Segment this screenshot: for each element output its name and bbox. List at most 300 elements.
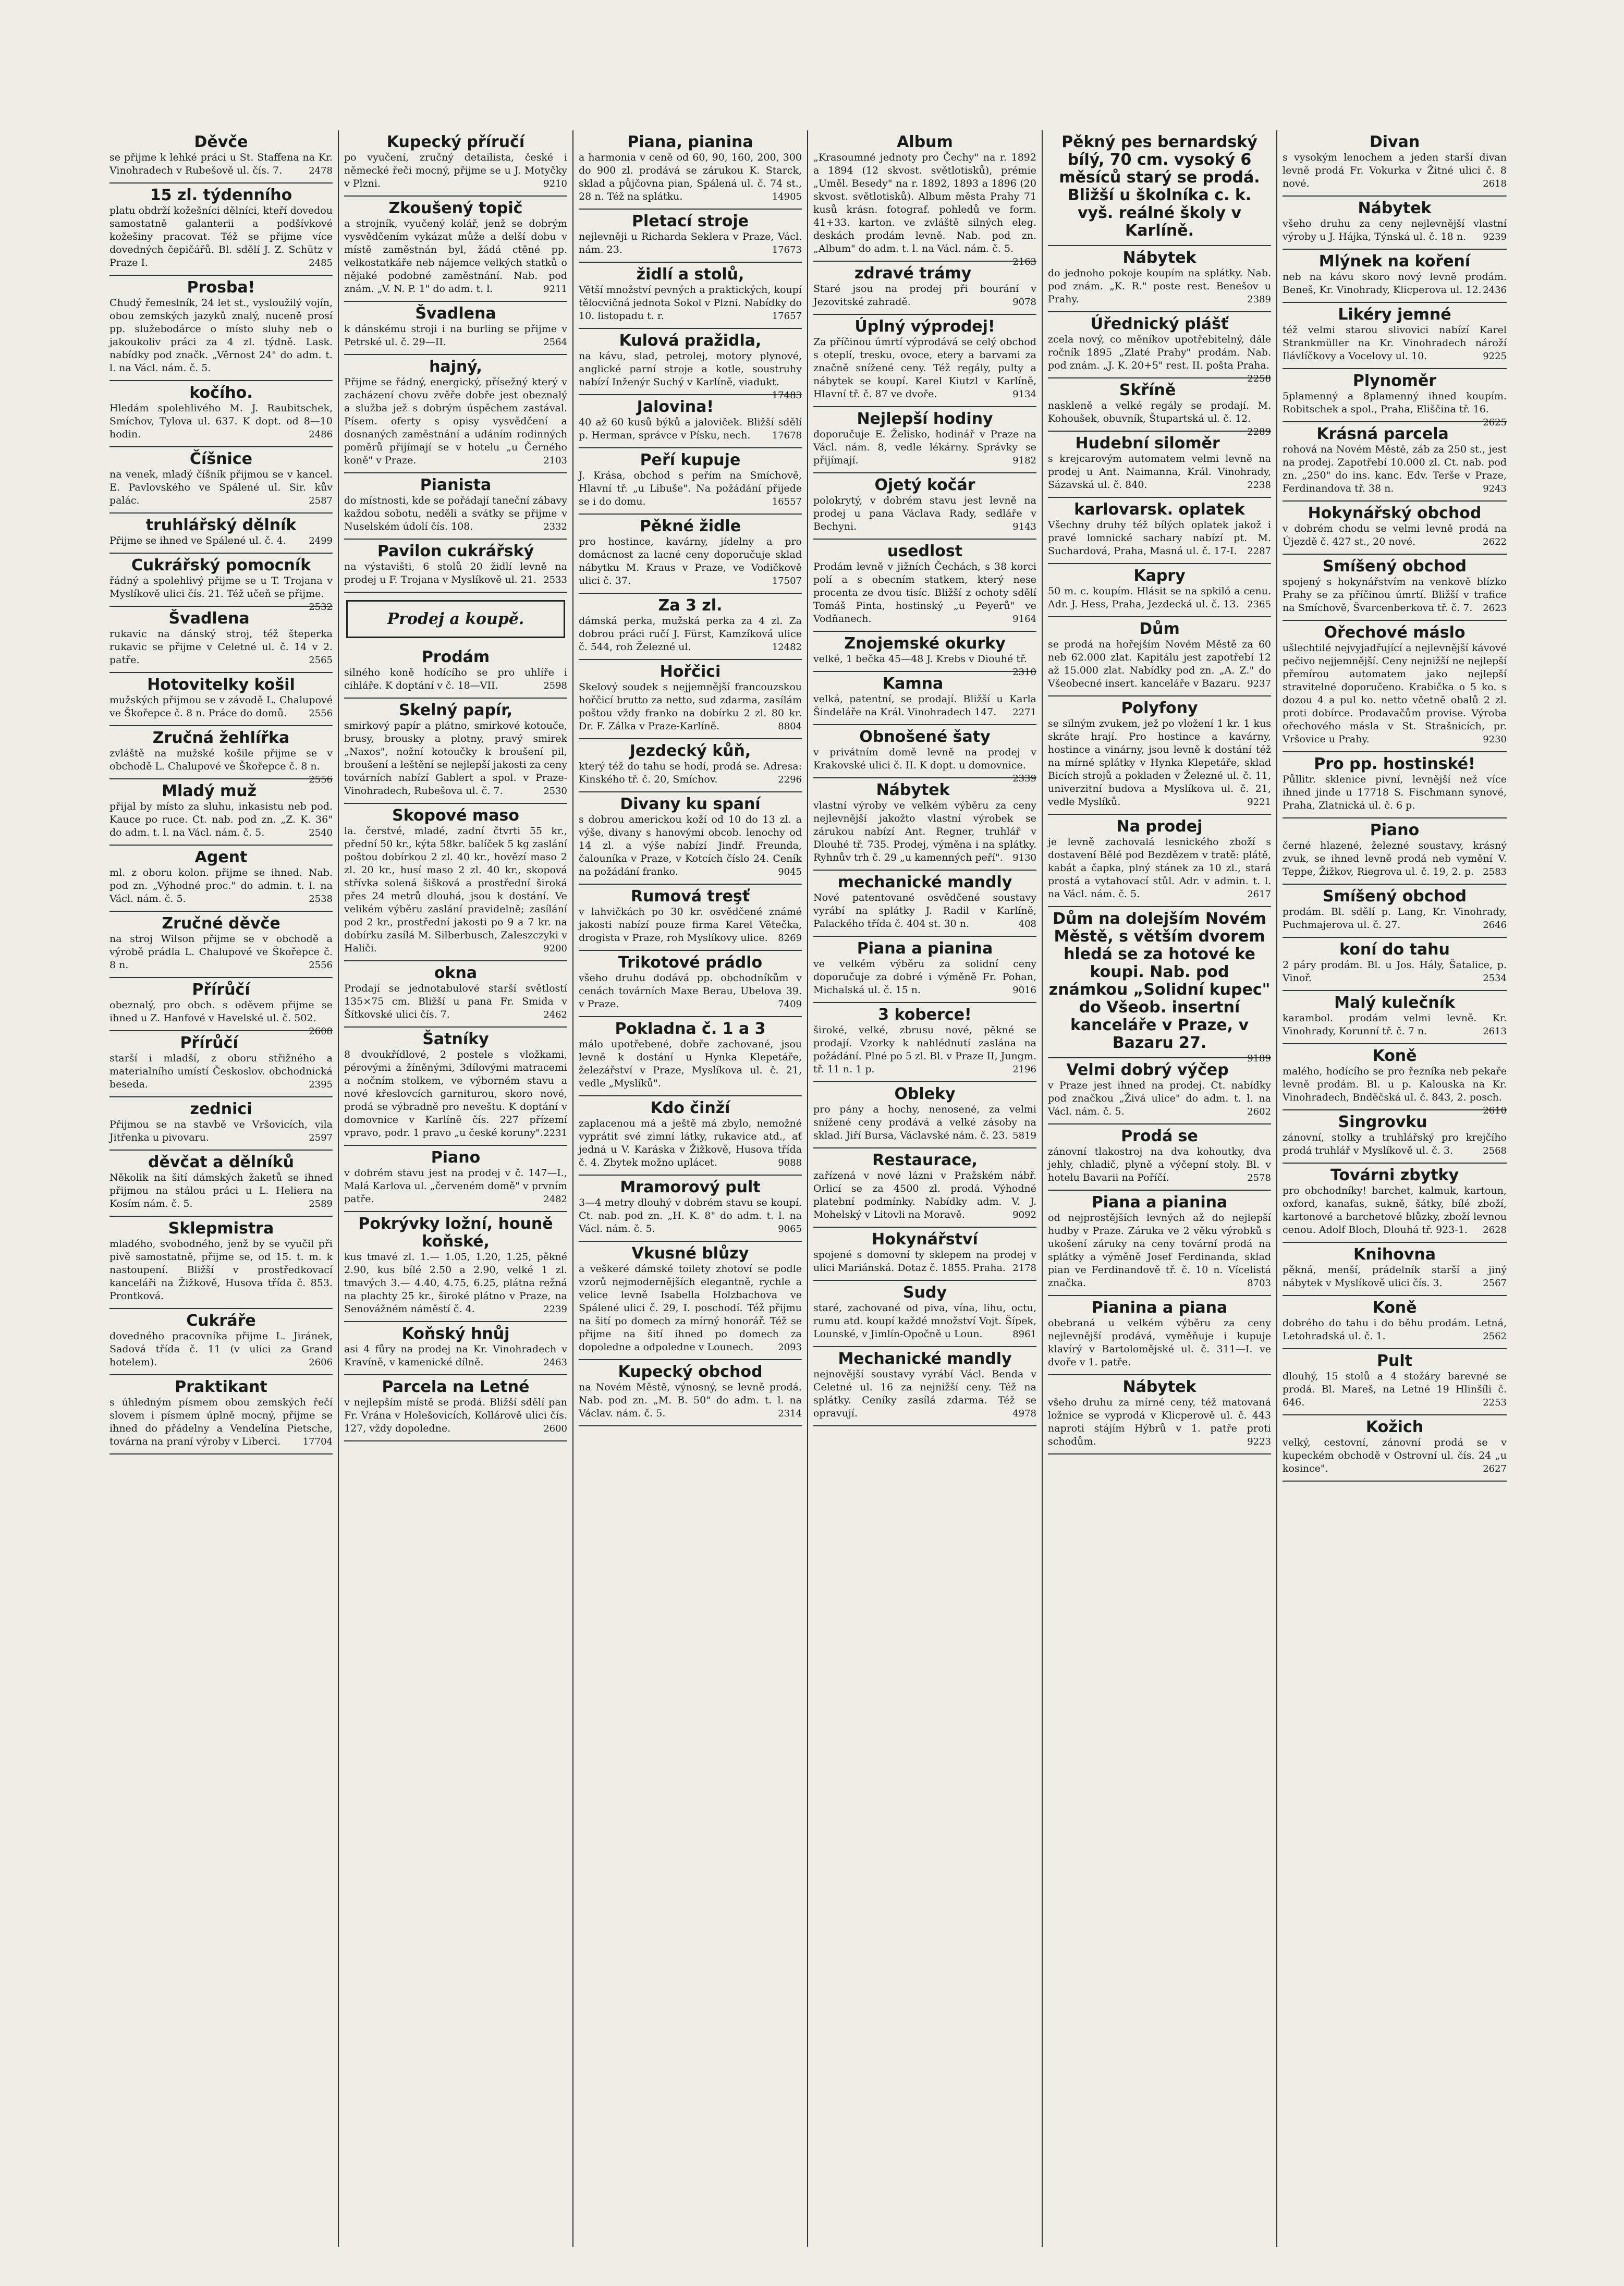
classified-ad <box>1048 907 1271 1064</box>
column-6 <box>1277 130 1512 2247</box>
ad-title: karlovarsk. oplatek <box>1074 500 1245 519</box>
ad-text <box>579 1263 802 1354</box>
classified-ad <box>1283 752 1507 818</box>
ad-title: Ojetý kočár <box>874 476 975 494</box>
ad-title: Jalovina! <box>637 398 714 416</box>
ad-text <box>579 535 802 588</box>
ad-title: Cukrářský pomocník <box>131 556 311 574</box>
ad-text <box>109 1052 333 1091</box>
ad-number: 2478 <box>309 165 333 176</box>
ad-text <box>1283 151 1507 190</box>
ad-text <box>579 615 802 654</box>
classified-ad <box>1048 378 1271 437</box>
ad-number: 9092 <box>1012 1209 1036 1220</box>
ad-body: pěkná, menší, prádelník starší a jiný nábytek v Myslíkově ulici čís. 3. <box>1283 1264 1507 1289</box>
ad-text <box>344 1396 567 1435</box>
ad-number: 2556 <box>309 708 333 719</box>
ad-text <box>1283 522 1507 548</box>
ad-title: Pro pp. hostinské! <box>1314 755 1475 773</box>
ad-title: Švadlena <box>168 609 250 628</box>
ad-text <box>813 693 1036 719</box>
ad-body: 3—4 metry dlouhý v dobrém stavu se koupí. Ct. nab. pod zn. „H. K. 8" do adm. t. l. na Václ. nám. č. 5. <box>579 1197 802 1234</box>
classified-ad <box>109 1097 333 1151</box>
ad-body: zcela nový, co měníkov upotřebitelný, dále ročník 1895 „Zlaté Prahy" prodám. Nab. pod znám. „J. K. 20+5" rest. II. pošta Praha. <box>1048 334 1271 371</box>
classified-ad <box>109 1309 333 1375</box>
ad-body: všeho druhu dodává pp. obchodníkům v cenách továrních Maxe Berau, Ubelova 39. v Praze. <box>579 972 802 1010</box>
ad-title: Likéry jemné <box>1338 305 1451 324</box>
ad-title: Pletací stroje <box>632 212 749 230</box>
ad-title: Piana, pianina <box>627 133 753 151</box>
ad-body: v Praze jest ihned na prodej. Ct. nabídky pod značkou „Živá ulice" do adm. t. l. na Václ. nám. č. 5. <box>1048 1080 1271 1117</box>
ad-text <box>579 230 802 256</box>
ad-title: Prodám <box>421 648 490 666</box>
ad-number: 2589 <box>309 1199 333 1209</box>
ad-body: Prodají se jednotabulové starší světlostí 135×75 cm. Bližší u pana Fr. Smida v Šítkovské ulici čís. 7. <box>344 983 567 1020</box>
ad-text <box>813 1368 1036 1420</box>
classified-ad <box>109 276 333 381</box>
ad-body: starší i mladší, z oboru střižného a materialního umístí Českoslov. obchodnická beseda. <box>109 1053 333 1090</box>
ad-title: Singrovku <box>1338 1113 1427 1131</box>
ad-number: 2618 <box>1483 178 1507 189</box>
ad-text <box>1283 390 1507 428</box>
ad-body: zaplacenou má a ještě má zbylo, nemožné vyprátit své zimní látky, rukavice atd., ať jedná u V. Karáska v Žižkově, Husova třída č. 4. Zbytek možno uplácet. <box>579 1118 802 1168</box>
ad-text <box>579 350 802 401</box>
ad-body: na venek, mladý číšník přijmou se v kancel. E. Pavlovského ve Spálené ul. Sir. kův palác. <box>109 469 333 506</box>
ad-text <box>344 217 567 296</box>
ad-text <box>813 283 1036 309</box>
ad-text <box>813 1103 1036 1142</box>
ad-title: Znojemské okurky <box>844 634 1006 653</box>
ad-number: 2568 <box>1483 1145 1507 1156</box>
classified-ad <box>344 1146 567 1212</box>
classified-ad <box>344 302 567 355</box>
ad-text <box>1048 1317 1271 1369</box>
ad-body: smirkový papír a plátno, smirkové kotouče, brusy, brousky a plotny, pravý smirek „Naxos", nožní kotoučky k broušení pil, broušení a leštění se nejlepší jakosti za ceny továrních nabízí Gablert a spol. v Praze-Vinohradech, Rubešova ul. č. 7. <box>344 720 567 797</box>
ad-body: v dobrém stavu jest na prodej v č. 147—I., Malá Karlova ul. „červeném domě" v prvním patře. <box>344 1167 567 1205</box>
classified-ad <box>813 1228 1036 1281</box>
classified-ad <box>1048 498 1271 564</box>
ad-body: Přijmou se na stavbě ve Vršovicích, vila Jitřenka u pivovaru. <box>109 1119 333 1143</box>
ad-number: 9065 <box>778 1224 802 1234</box>
ad-text <box>813 891 1036 931</box>
ad-body: Všechny druhy též bílých oplatek jakož i pravé lomnické sachary nabízí pt. M. Suchardová, Praha, Masná ul. č. 17-I. <box>1048 519 1271 557</box>
ad-number: 2606 <box>309 1357 333 1368</box>
ad-body: ml. z oboru kolon. přijme se ihned. Nab. pod zn. „Výhodné proc." do admin. t. l. na Václ. nám. č. 5. <box>109 867 333 904</box>
ad-text <box>109 468 333 507</box>
classified-ad <box>344 804 567 961</box>
ad-body: J. Krása, obchod s peřím na Smíchově, Hlavní tř. „u Libuše". Na požádání přijede se i do domu. <box>579 470 802 507</box>
ad-title: Na prodej <box>1116 817 1203 836</box>
ad-text <box>109 1238 333 1303</box>
ad-text <box>813 1024 1036 1076</box>
ad-body: a strojník, vyučený kolář, jenž se dobrým vysvědčením vykázat může a delší dobu v místě zaměstnán byl, žádá ctěné pp. velkostatkáře neb nájemce velkých statků o nějaké podobné zaměstnání. Nab. pod znám. „V. N. P. 1" do adm. t. l. <box>344 218 567 295</box>
ad-text <box>344 982 567 1021</box>
ad-body: dobrého do tahu i do běhu prodám. Letná, Letohradská ul. č. 1. <box>1283 1317 1507 1342</box>
ad-body: v lahvičkách po 30 kr. osvědčené známé jakosti nabízí pouze firma Karel Větečka, drogista v Praze, roh Myslíkovy ulice. <box>579 906 802 944</box>
ad-number: 2538 <box>309 894 333 904</box>
ad-body: obeznalý, pro obch. s oděvem přijme se ihned u Z. Hanfové v Havelské ul. č. 502. <box>109 999 333 1024</box>
ad-title: Parcela na Letné <box>382 1378 530 1396</box>
ad-number: 2395 <box>309 1079 333 1090</box>
ad-text <box>109 747 333 785</box>
ad-title: Kožich <box>1365 1418 1424 1436</box>
ad-text <box>1283 773 1507 812</box>
ad-body: velká, patentní, se prodají. Bližší u Karla Šindeláře na Král. Vinohradech 147. <box>813 693 1036 718</box>
classified-ad <box>1048 815 1271 907</box>
ad-title: Agent <box>194 848 248 866</box>
ad-number: 2178 <box>1012 1263 1036 1274</box>
classified-ad <box>813 1003 1036 1082</box>
ad-number: 14905 <box>772 191 802 202</box>
ad-number: 8703 <box>1247 1278 1271 1289</box>
ad-number: 9164 <box>1012 614 1036 625</box>
classified-ad <box>344 699 567 804</box>
ad-number: 9243 <box>1483 483 1507 494</box>
ad-title: hajný, <box>429 358 482 376</box>
ad-title: Dům na dolejším Novém Městě, s větším dvorem hledá se za hotové ke koupi. Nab. pod známkou „Solidní kupec" do Všeob. insertní kanceláře v Praze, v Bazaru 27. <box>1048 910 1271 1052</box>
ad-title: Prosba! <box>187 278 255 297</box>
ad-number: 9230 <box>1483 734 1507 745</box>
ad-text <box>344 666 567 692</box>
ad-title: Koně <box>1372 1047 1417 1065</box>
ad-text <box>109 999 333 1037</box>
ad-title: usedlost <box>887 542 963 560</box>
classified-ad <box>1048 696 1271 815</box>
ad-text <box>1283 443 1507 495</box>
ad-text <box>344 1167 567 1206</box>
ad-text <box>109 402 333 441</box>
ad-body: též velmi starou slivovici nabízí Karel Strankmüller na Kr. Vinohradech nároží Ilávlíčkovy a Vocelovy ul. 10. <box>1283 324 1507 362</box>
ad-number: 2556 <box>309 960 333 971</box>
classified-ad <box>1048 130 1271 246</box>
ad-text <box>813 494 1036 533</box>
classified-ad <box>1283 369 1507 428</box>
classified-ad <box>1283 818 1507 885</box>
ad-text <box>1283 1370 1507 1409</box>
ad-body: velké, 1 bečka 45—48 J. Krebs v Diouhé tř. <box>813 653 1027 665</box>
newspaper-page <box>104 130 1512 2247</box>
ad-body: černé hlazené, železné soustavy, krásný zvuk, se ihned levně prodá neb vymění V. Teppe, Žižkov, Riegrova ul. č. 19, 2. p. <box>1283 840 1507 877</box>
ad-title: Trikotové prádlo <box>618 953 763 972</box>
ad-number: 2556 <box>309 774 333 785</box>
ad-body: všeho druhu za ceny nejlevnější vlastní výroby u J. Hájka, Týnská ul. č. 18 n. <box>1283 218 1507 242</box>
ad-text <box>1283 324 1507 363</box>
classified-ad <box>1283 1110 1507 1164</box>
ad-number: 9223 <box>1247 1436 1271 1447</box>
classified-ad <box>813 778 1036 871</box>
classified-ad <box>813 130 1036 267</box>
classified-ad <box>579 329 802 401</box>
ad-title: Nábytek <box>1358 199 1432 217</box>
classified-ad <box>1283 555 1507 621</box>
classified-ad <box>579 130 802 210</box>
ad-text <box>1283 1065 1507 1116</box>
ad-title: Pokladna č. 1 a 3 <box>615 1020 766 1038</box>
ad-title: Praktikant <box>175 1378 267 1396</box>
ad-text <box>344 323 567 349</box>
classified-ad <box>1048 1191 1271 1296</box>
classified-ad <box>1048 617 1271 696</box>
ad-body: rohová na Novém Městě, záb za 250 st., jest na prodej. Zapotřebí 10.000 zl. Ct. nab. pod zn. „250" do ins. kanc. Edv. Terše v Praze, Ferdinandova tř. 38 n. <box>1283 444 1507 494</box>
ad-text <box>1283 1184 1507 1237</box>
classified-ad <box>109 912 333 978</box>
classified-ad <box>109 184 333 276</box>
ad-number: 2587 <box>309 495 333 506</box>
ad-number: 2623 <box>1483 603 1507 614</box>
ad-body: v dobrém chodu se velmi levně prodá na Újezdě č. 427 st., 20 nové. <box>1283 523 1507 547</box>
ad-number: 2608 <box>309 1026 333 1037</box>
classified-ad <box>109 607 333 673</box>
ad-text <box>109 866 333 906</box>
ad-body: kus tmavé zl. 1.— 1.05, 1.20, 1.25, pěkné 2.90, kus bílé 2.50 a 2.90, velké 1 zl. tmavých 3.— 4.40, 4.75, 6.25, plátna režná na plachty 25 kr., široké plátno v Praze, na Senovážném náměstí č. 4. <box>344 1251 567 1315</box>
classified-ad <box>813 1082 1036 1148</box>
ad-title: Cukráře <box>186 1312 256 1330</box>
ad-number: 17678 <box>772 430 802 441</box>
ad-number: 9210 <box>543 178 567 189</box>
ad-title: Pavilon cukrářský <box>377 542 534 560</box>
classified-ad <box>579 1096 802 1176</box>
ad-text <box>109 297 333 375</box>
ad-body: se silným zvukem, jež po vložení 1 kr. 1 kus skráte hrají. Pro hostince a kavárny, hostince a vinárny, jsou levně k dostání též na mírné splátky v Hynka Klepetáře, sklad Bicích strojů a pokladen v Železné ul. č. 11, univerzitní budova a Myslíkova ul. č. 21, vedle Myslíků. <box>1048 718 1271 808</box>
classified-ad <box>109 447 333 514</box>
classified-ad <box>109 514 333 554</box>
ad-text <box>813 653 1036 678</box>
ad-title: Plynoměr <box>1352 372 1437 390</box>
classified-ad <box>1283 197 1507 250</box>
column-4 <box>808 130 1043 2247</box>
ad-body: mužských přijmou se v závodě L. Chalupové ve Škořepce č. 8 n. Práce do domů. <box>109 694 333 719</box>
classified-ad <box>344 961 567 1028</box>
ad-number: 4978 <box>1012 1408 1036 1419</box>
ad-body: zvláště na mužské košile přijme se v obchodě L. Chalupové ve Škořepce č. 8 n. <box>109 748 333 772</box>
ad-body: zánovní tlakostroj na dva kohoutky, dva jehly, chladič, plyně a výčepní stoly. Bl. v hotelu Bavarii na Poříčí. <box>1048 1146 1271 1183</box>
ad-number: 9239 <box>1483 231 1507 242</box>
classified-ad <box>1283 885 1507 938</box>
ad-title: Kulová pražidla, <box>619 332 762 350</box>
ad-text <box>109 204 333 270</box>
ad-text <box>579 1038 802 1090</box>
ad-title: 3 koberce! <box>878 1006 972 1024</box>
ad-text <box>579 1381 802 1420</box>
ad-number: 9189 <box>1247 1053 1271 1064</box>
classified-ad <box>1283 1164 1507 1243</box>
ad-body: polokrytý, v dobrém stavu jest levně na prodej u pana Václava Rady, sedláře v Bechyni. <box>813 495 1036 532</box>
classified-ad <box>109 846 333 912</box>
ad-number: 9134 <box>1012 389 1036 400</box>
ad-text <box>579 906 802 945</box>
ad-number: 17704 <box>302 1436 333 1447</box>
classified-ad <box>579 395 802 448</box>
ad-number: 2598 <box>543 680 567 691</box>
ad-title: Úřednický plášť <box>1090 315 1229 333</box>
ad-text <box>579 972 802 1011</box>
ad-number: 2646 <box>1483 920 1507 931</box>
ad-number: 2530 <box>543 786 567 797</box>
ad-body: pro hostince, kavárny, jídelny a pro domácnost za lacné ceny doporučuje sklad nábytku M. Kraus v Praze, ve Vodičkově ulici č. 37. <box>579 536 802 586</box>
ad-text <box>579 760 802 786</box>
ad-text <box>1283 1131 1507 1157</box>
classified-ad <box>1283 1349 1507 1415</box>
ad-text <box>344 1343 567 1369</box>
ad-title: Divan <box>1369 133 1420 151</box>
ad-number: 2239 <box>543 1304 567 1315</box>
ad-number: 2258 <box>1247 373 1271 384</box>
ad-number: 2231 <box>543 1128 567 1139</box>
classified-ad <box>344 197 567 302</box>
ad-text <box>1048 717 1271 809</box>
classified-ad <box>1283 250 1507 303</box>
ad-title: Obleky <box>894 1085 956 1103</box>
ad-body: je levně zachovalá lesnického zboží s dostavení Bělé pod Bezdězem v tratě: plátě, kabát a čapka, plný stánek za 10 zl., stará prostá a vytahovací stůl. Adr. v admin. t. l. na Václ. nám. č. 5. <box>1048 836 1271 900</box>
classified-ad <box>813 1148 1036 1228</box>
ad-title: Rumová treşť <box>630 887 750 906</box>
ad-title: Vkusné blůzy <box>631 1244 749 1263</box>
ad-title: Jezdecký kůň, <box>629 742 751 760</box>
ad-text <box>109 1171 333 1211</box>
ad-text <box>109 1118 333 1144</box>
ad-title: židlí a stolů, <box>636 265 744 284</box>
classified-ad <box>109 1375 333 1454</box>
ad-body: velký, cestovní, zánovní prodá se v kupeckém obchodě v Ostrovní ul. čís. 24 „u kosince". <box>1283 1437 1507 1474</box>
ad-title: Přírůčí <box>180 1034 238 1052</box>
classified-ad <box>1283 422 1507 502</box>
ad-text <box>579 1196 802 1236</box>
ad-body: Několik na šití dámských žaketů se ihned přijmou na stálou práci u L. Heliera na Kosím nám. č. 5. <box>109 1172 333 1209</box>
ad-number: 2238 <box>1247 480 1271 491</box>
ad-title: Smíšený obchod <box>1322 887 1467 906</box>
ad-title: Ořechové máslo <box>1324 624 1466 642</box>
ad-title: okna <box>434 964 478 982</box>
ad-title: Za 3 zl. <box>658 596 723 615</box>
ad-title: zdravé trámy <box>854 264 972 283</box>
ad-text <box>1283 217 1507 243</box>
ad-number: 2562 <box>1483 1331 1507 1342</box>
ad-text <box>109 694 333 720</box>
ad-text <box>1048 1145 1271 1184</box>
ad-title: Mechanické mandly <box>838 1350 1012 1368</box>
classified-ad <box>344 1028 567 1146</box>
ad-title: Velmi dobrý výčep <box>1066 1061 1229 1079</box>
ad-text <box>109 628 333 667</box>
ad-number: 9200 <box>543 943 567 954</box>
ad-body: dovedného pracovníka přijme L. Jiránek, Sadová třída č. 11 (v ulici za Grand hotelem). <box>109 1330 333 1368</box>
ad-body: zánovní, stolky a truhlářský pro krejčího prodá truhlář v Myslíkově ul. č. 3. <box>1283 1132 1507 1156</box>
ad-text <box>579 813 802 878</box>
classified-ad <box>1048 246 1271 312</box>
ad-title: Nábytek <box>1122 249 1196 267</box>
classified-ad <box>579 263 802 329</box>
classified-ad <box>1283 991 1507 1044</box>
ad-text <box>1283 839 1507 878</box>
ad-body: pro pány a hochy, nenosené, za velmi snížené ceny prodává a velké zásoby na sklad. Jiří Bursa, Václavské nám. č. 23. <box>813 1104 1036 1141</box>
ad-title: Kupecký obchod <box>618 1363 763 1381</box>
ad-body: na Novém Městě, výnosný, se levně prodá. Nab. pod zn. „M. B. 50" do adm. t. l. na Václav. nám. č. 5. <box>579 1382 802 1419</box>
classified-ad <box>579 951 802 1017</box>
ad-body: platu obdrží kožešníci dělníci, kteří dovedou samostatně galanterii a podšívkové kožešiny pracovat. Též se přijme více dovedných čepičářů. Bl. sdělí J. Z. Schütz v Praze I. <box>109 205 333 268</box>
ad-title: Pult <box>1377 1352 1412 1370</box>
classified-ad <box>579 739 802 792</box>
ad-title: Pěkný pes bernardský bílý, 70 cm. vysoký 6 měsíců starý se prodá. Bližší u školníka c. k. vyš. reálné školy v Karlíně. <box>1059 133 1260 240</box>
classified-ad <box>109 779 333 846</box>
ad-body: do místnosti, kde se pořádají taneční zábavy každou sobotu, neděli a svátky se přijme v Nuselském údolí čís. 108. <box>344 495 567 532</box>
classified-ad <box>1283 938 1507 991</box>
ad-body: široké, velké, zbrusu nové, pěkné se prodají. Vzorky k nahlédnutí zaslána na požádání. Plné po 5 zl. Bl. v Praze II, Jungm. tř. 11 n. 1 p. <box>813 1024 1036 1075</box>
ad-number: 2310 <box>1012 667 1036 678</box>
classified-ad <box>813 1347 1036 1426</box>
ad-text <box>579 416 802 442</box>
ad-title: Koňský hnůj <box>401 1325 510 1343</box>
ad-number: 8804 <box>778 721 802 732</box>
ad-number: 2332 <box>543 521 567 532</box>
ad-text <box>1283 271 1507 297</box>
column-3 <box>573 130 808 2247</box>
ad-title: Kamna <box>882 675 944 693</box>
classified-ad <box>1048 1124 1271 1191</box>
ad-title: Pěkné židle <box>639 517 741 535</box>
ad-body: Hledám spolehlivého M. J. Raubitschek, Smíchov, Tylova ul. 637. K dopt. od 8—10 hodin. <box>109 402 333 440</box>
ad-number: 2534 <box>1483 973 1507 984</box>
ad-title: Malý kulečník <box>1334 994 1455 1012</box>
classified-ad <box>579 448 802 515</box>
ad-title: Album <box>897 133 953 151</box>
ad-text <box>344 1251 567 1316</box>
ad-text <box>1283 642 1507 746</box>
column-5 <box>1043 130 1277 2247</box>
ad-number: 2578 <box>1247 1172 1271 1183</box>
ad-body: karambol. prodám velmi levně. Kr. Vinohrady, Korunní tř. č. 7 n. <box>1283 1012 1507 1037</box>
ad-body: Za příčinou úmrtí výprodává se celý obchod s oteplí, tresku, ovoce, etery a barvami za značně snížené ceny. Též regály, pulty a nábytek se koupí. Karel Kiutzl v Karlíně, Hlavní tř. č. 87 ve dvoře. <box>813 336 1036 400</box>
ad-title: Nábytek <box>876 781 950 799</box>
ad-body: Přijme se řádný, energický, přísežný který v zacházení chovu zvěře dobře jest obeznalý a služba jež s dobrým úspěchem zastával. Písem. oferty s opisy vysvědčení a dosnaných zaměstnání a udáním rodinných poměrů přijímají se v hotelu „u Černého koně" v Praze. <box>344 376 567 466</box>
ad-text <box>109 574 333 613</box>
ad-number: 2532 <box>309 602 333 613</box>
ad-body: pro obchodníky! barchet, kalmuk, kartoun, oxford, kanafas, sukně, šátky, bílé zboží, kartonové a barchetové blůzky, zboží levnou cenou. Adolf Bloch, Dlouhá tř. 923-1. <box>1283 1185 1507 1236</box>
ad-title: Hudební siloměr <box>1075 434 1220 453</box>
ad-body: prodám. Bl. sdělí p. Lang, Kr. Vinohrady, Puchmajerova ul. č. 27. <box>1283 906 1507 931</box>
ad-body: všeho druhu za mírné ceny, též matovaná ložnice se vyprodá v Klicperově ul. č. 443 naproti stájím Hýbrů v 1. patře proti schodům. <box>1048 1397 1271 1447</box>
ad-title: Zručná žehlířka <box>152 729 290 747</box>
ad-title: Skříně <box>1119 381 1176 399</box>
ad-number: 2163 <box>1012 256 1036 267</box>
ad-number: 2253 <box>1483 1397 1507 1408</box>
ad-number: 9211 <box>543 284 567 295</box>
ad-number: 2540 <box>309 827 333 838</box>
ad-number: 2600 <box>543 1423 567 1434</box>
section-title-box: Prodej a koupě. <box>346 600 565 638</box>
ad-body: k dánskému stroji i na burling se přijme v Petrské ul. č. 29—II. <box>344 323 567 348</box>
ad-number: 2499 <box>309 535 333 546</box>
ad-number: 2485 <box>309 258 333 268</box>
ad-body: neb na kávu skoro nový levně prodám. Beneš, Kr. Vinohrady, Klicperova ul. 12. <box>1283 271 1507 296</box>
ad-title: Sudy <box>903 1283 947 1302</box>
ad-title: 15 zl. týdenního <box>150 186 292 204</box>
ad-title: Kupecký příručí <box>386 133 525 151</box>
classified-ad <box>813 540 1036 632</box>
ad-text <box>1048 519 1271 558</box>
ad-body: 50 m. c. koupím. Hlásit se na spkiló a cenu. Adr. J. Hess, Praha, Jezdecká ul. č. 13. <box>1048 585 1271 610</box>
ad-title: Mlýnek na koření <box>1318 252 1471 271</box>
classified-ad <box>813 632 1036 678</box>
ad-title: Knihovna <box>1353 1245 1436 1264</box>
ad-number: 9143 <box>1012 521 1036 532</box>
ad-title: Šatníky <box>422 1030 489 1048</box>
ad-title: Pokrývky ložní, houně koňské, <box>358 1215 553 1251</box>
classified-ad <box>813 725 1036 784</box>
ad-body: řádný a spolehlivý přijme se u T. Trojana v Myslíkově ulici čís. 21. Též učeň se přijme. <box>109 575 333 600</box>
ad-body: mladého, svobodného, jenž by se vyučil při pivě samostatně, přijme se, od 15. t. m. k nastoupení. Bližší v prostředkovací kanceláři na Žižkově, Husova třída č. 853. Prontková. <box>109 1238 333 1302</box>
ad-number: 17507 <box>772 576 802 586</box>
ad-text <box>813 1169 1036 1221</box>
